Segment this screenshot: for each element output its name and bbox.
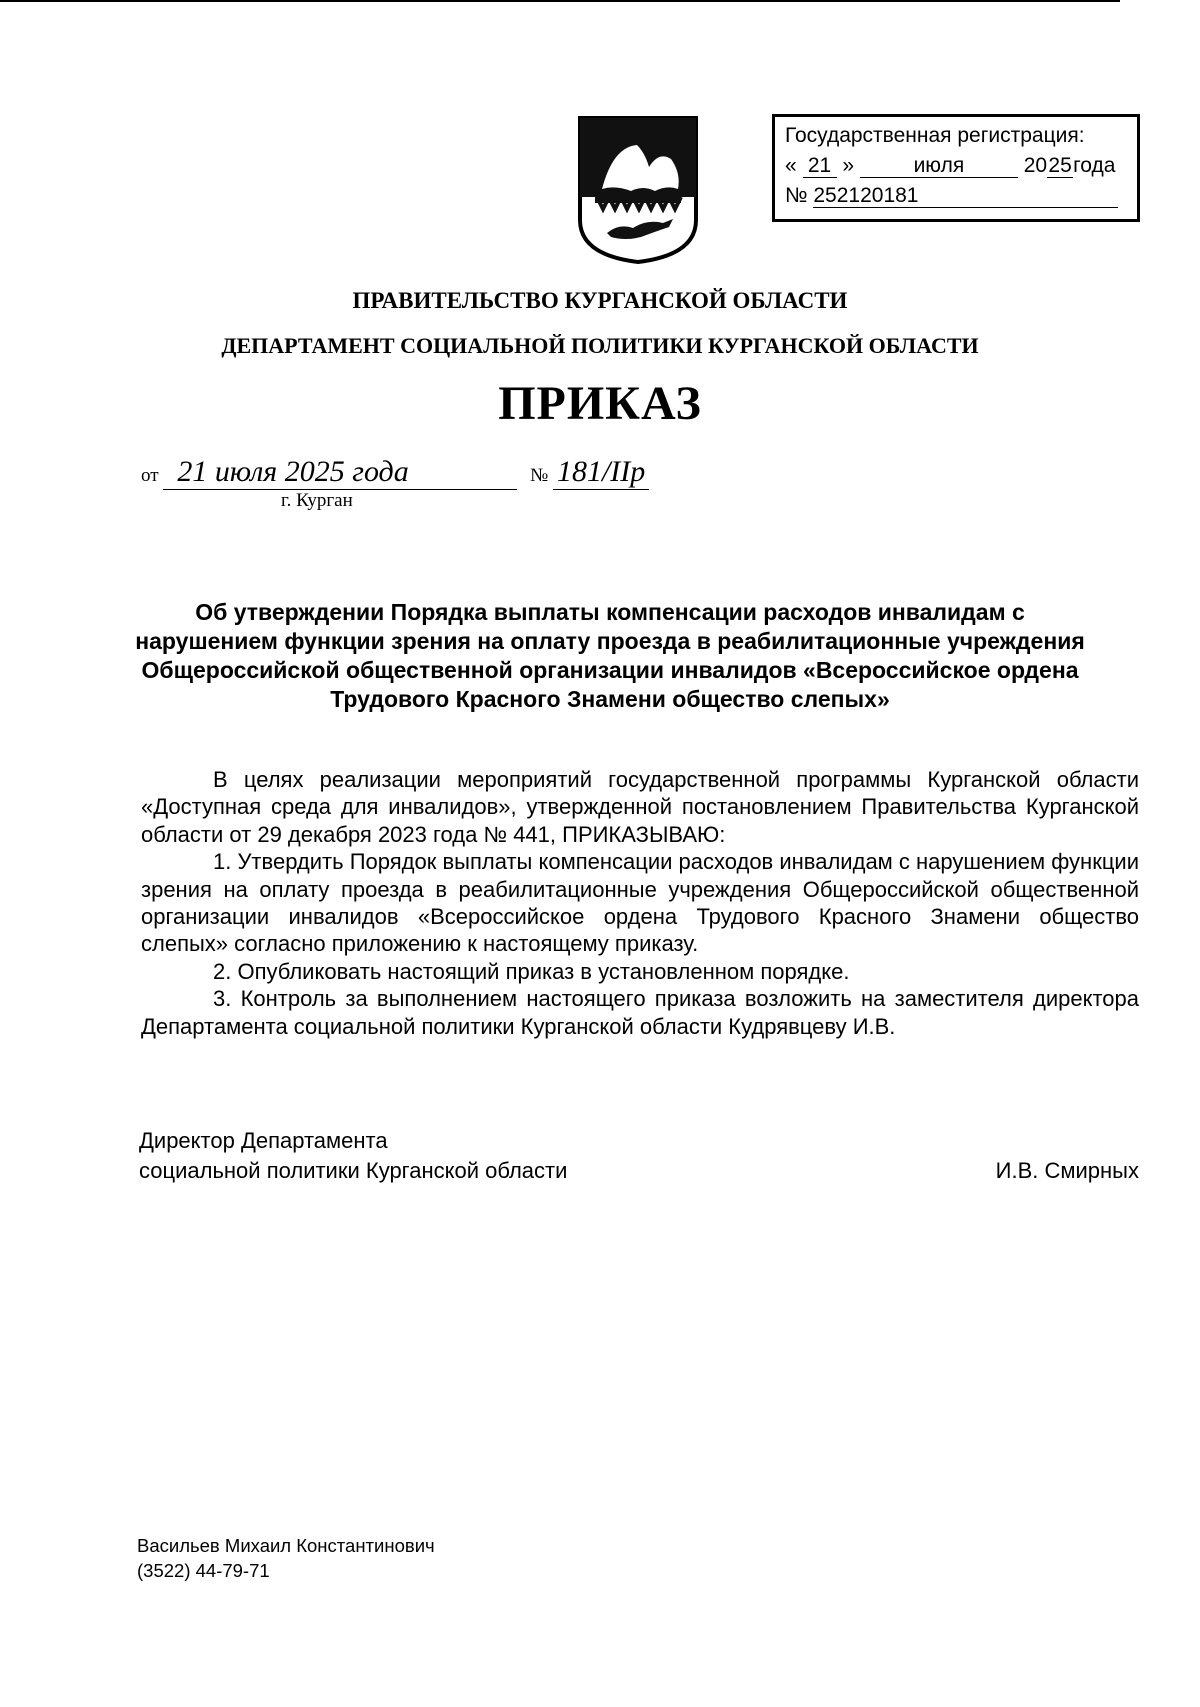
- title-line: Трудового Красного Знамени общество слепых»: [330, 686, 890, 712]
- order-date-number-line: [141, 455, 649, 495]
- registration-month: июля: [860, 155, 1018, 178]
- registration-open-quote: «: [785, 154, 797, 177]
- order-body: [141, 766, 1139, 1040]
- order-date-field: [163, 455, 517, 490]
- order-number-label: №: [530, 465, 549, 486]
- state-registration-stamp: [772, 114, 1140, 222]
- registration-year-suffix: 25: [1048, 154, 1072, 177]
- kurgan-oblast-coat-of-arms-icon: [575, 115, 701, 265]
- registration-year-word: года: [1073, 154, 1116, 177]
- order-city: г. Курган: [281, 490, 353, 511]
- order-number-field: [553, 455, 649, 490]
- body-preamble: В целях реализации мероприятий государственной программы Курганской области «Доступная среда для инвалидов», утвержденной постановлением Правительства Курганской области от 29 декабря 2023 года № 441, ПРИКАЗЫВАЮ:: [141, 767, 1139, 847]
- order-number-handwritten: 181/ІІр: [556, 455, 646, 488]
- body-item-3: 3. Контроль за выполнением настоящего приказа возложить на заместителя директора Департамента социальной политики Курганской области Кудрявцеву И.В.: [141, 986, 1139, 1039]
- registration-number-row: [785, 183, 1129, 213]
- executor-phone: (3522) 44-79-71: [137, 1560, 270, 1581]
- registration-year-prefix: 20: [1023, 154, 1048, 177]
- order-title: [130, 598, 1090, 714]
- registration-day: 21: [803, 155, 837, 178]
- title-line: нарушением функции зрения на оплату проезда в реабилитационные учреждения: [135, 628, 1085, 654]
- document-type-heading: ПРИКАЗ: [498, 377, 702, 430]
- registration-title: Государственная регистрация:: [785, 124, 1085, 147]
- signatory-position-line-2: социальной политики Курганской области: [139, 1158, 568, 1183]
- title-line: Общероссийской общественной организации инвалидов «Всероссийское ордена: [141, 657, 1079, 683]
- registration-date-row: [785, 153, 1129, 183]
- body-item-2: 2. Опубликовать настоящий приказ в установленном порядке.: [213, 958, 850, 984]
- signature-block: [139, 1126, 1139, 1186]
- signatory-position-line-1: Директор Департамента: [139, 1128, 388, 1153]
- government-heading: ПРАВИТЕЛЬСТВО КУРГАНСКОЙ ОБЛАСТИ: [352, 288, 848, 313]
- order-from-label: от: [141, 465, 159, 486]
- executor-name: Васильев Михаил Константинович: [137, 1535, 435, 1556]
- scan-top-edge-line: [0, 0, 1120, 2]
- executor-info: [137, 1533, 435, 1583]
- registration-number: 252120181: [813, 185, 1118, 208]
- department-heading: ДЕПАРТАМЕНТ СОЦИАЛЬНОЙ ПОЛИТИКИ КУРГАНСКОЙ ОБЛАСТИ: [221, 333, 979, 358]
- order-date-handwritten: 21 июля 2025 года: [177, 455, 409, 488]
- body-item-1: 1. Утвердить Порядок выплаты компенсации расходов инвалидам с нарушением функции зрения на оплату проезда в реабилитационные учреждения Общероссийской общественной организации инвалидов «Всероссийское ордена Трудового Красного Знамени общество слепых» согласно приложению к настоящему приказу.: [141, 849, 1139, 957]
- title-line: Об утверждении Порядка выплаты компенсации расходов инвалидам с: [195, 599, 1025, 625]
- registration-close-quote: »: [842, 154, 855, 177]
- registration-number-prefix: №: [785, 184, 808, 207]
- signatory-name: И.В. Смирных: [995, 1158, 1139, 1183]
